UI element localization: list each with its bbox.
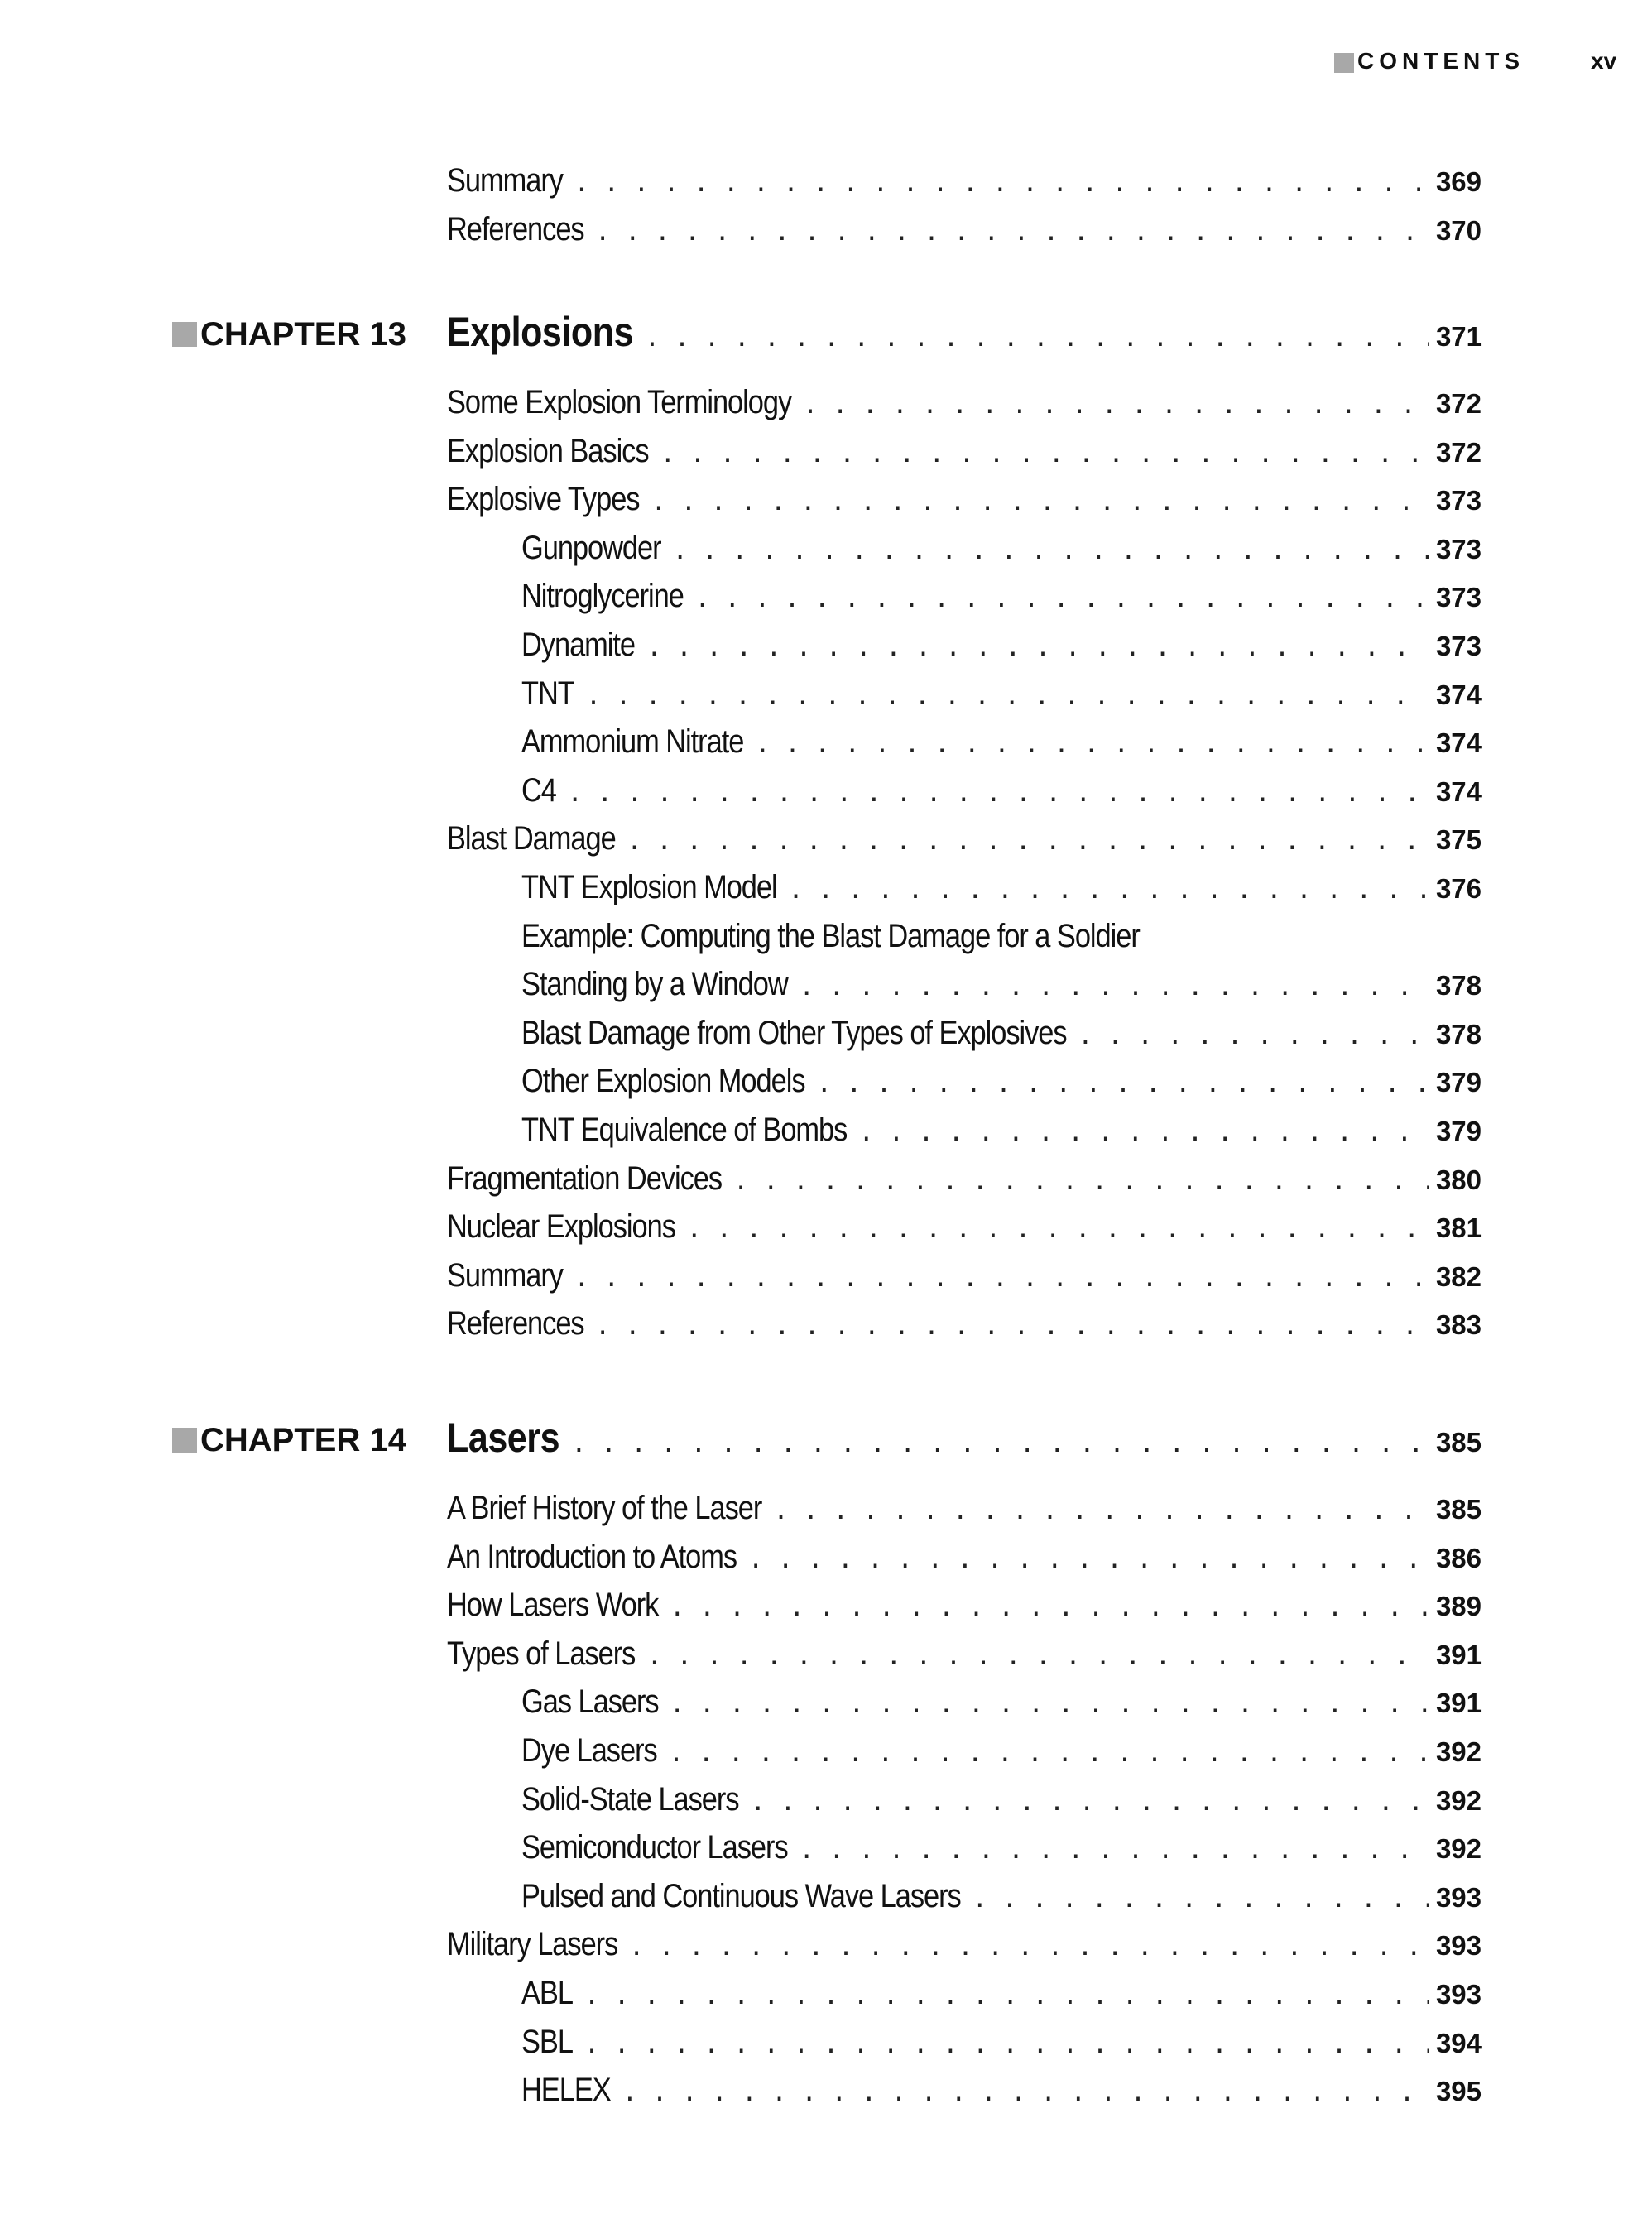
toc-entry[interactable] bbox=[447, 384, 1482, 432]
toc-entry[interactable] bbox=[521, 675, 1482, 723]
dot-leader bbox=[660, 439, 1429, 468]
toc-entry-page: 393 bbox=[1435, 1979, 1482, 2010]
toc-entry[interactable] bbox=[447, 1208, 1482, 1256]
toc-entry-page: 386 bbox=[1435, 1542, 1482, 1573]
toc-entry-page: 392 bbox=[1435, 1784, 1482, 1816]
dot-leader bbox=[586, 682, 1429, 711]
toc-entry-title: Explosive Types bbox=[447, 481, 640, 518]
dot-leader bbox=[803, 391, 1429, 420]
toc-entry-title: Nitroglycerine bbox=[521, 578, 684, 615]
toc-entry-page: 379 bbox=[1435, 1067, 1482, 1098]
toc-entry-page: 374 bbox=[1435, 776, 1482, 807]
toc-entry-title: References bbox=[447, 1305, 584, 1342]
toc-entry-page: 372 bbox=[1435, 388, 1482, 419]
dot-leader bbox=[687, 1215, 1429, 1244]
toc-entry-title: Solid-State Lasers bbox=[521, 1780, 739, 1818]
chapter-title-entry[interactable] bbox=[447, 1414, 1482, 1462]
toc-entry-page: 394 bbox=[1435, 2027, 1482, 2058]
toc-entry-page: 373 bbox=[1435, 631, 1482, 661]
toc-entry[interactable] bbox=[521, 530, 1482, 578]
toc-entry-page: 375 bbox=[1435, 824, 1482, 856]
dot-leader bbox=[1078, 1021, 1429, 1050]
dot-leader bbox=[751, 1788, 1429, 1817]
toc-entry[interactable] bbox=[521, 2024, 1482, 2072]
toc-entry[interactable] bbox=[521, 1063, 1482, 1111]
dot-leader bbox=[817, 1069, 1429, 1098]
dot-leader bbox=[571, 1429, 1429, 1458]
toc-entry-title: Types of Lasers bbox=[447, 1635, 636, 1672]
dot-leader bbox=[595, 218, 1429, 247]
dot-leader bbox=[733, 1167, 1429, 1196]
dot-leader bbox=[755, 730, 1429, 759]
toc-entry[interactable] bbox=[447, 211, 1482, 259]
toc-entry-page: 373 bbox=[1435, 485, 1482, 516]
toc-entry[interactable] bbox=[447, 1587, 1482, 1635]
toc-entry-page: 391 bbox=[1435, 1639, 1482, 1670]
toc-entry[interactable] bbox=[447, 162, 1482, 210]
chapter-number: CHAPTER 14 bbox=[200, 1422, 406, 1458]
toc-entry-page: 393 bbox=[1435, 1930, 1482, 1962]
dot-leader bbox=[595, 1312, 1429, 1341]
toc-entry[interactable] bbox=[521, 2072, 1482, 2120]
chapter-marker bbox=[172, 322, 197, 347]
toc-entry-page: 372 bbox=[1435, 436, 1482, 468]
chapter-number: CHAPTER 13 bbox=[200, 316, 406, 353]
toc-entry-title: TNT Explosion Model bbox=[521, 869, 777, 905]
toc-entry-title: Example: Computing the Blast Damage for a Soldier bbox=[521, 917, 1140, 954]
toc-entry-page: 374 bbox=[1435, 679, 1482, 710]
dot-leader bbox=[670, 1593, 1429, 1622]
toc-entry-page: 373 bbox=[1435, 533, 1482, 564]
dot-leader bbox=[773, 1496, 1429, 1525]
toc-entry-title: Standing by a Window bbox=[521, 966, 788, 1003]
toc-entry-title: Military Lasers bbox=[447, 1926, 618, 1963]
toc-entry[interactable] bbox=[521, 723, 1482, 771]
chapter-label bbox=[172, 1422, 406, 1468]
toc-entry-page: 378 bbox=[1435, 1018, 1482, 1049]
page-number: xv bbox=[1591, 48, 1617, 74]
toc-entry-title: How Lasers Work bbox=[447, 1587, 659, 1624]
toc-entry-title: Blast Damage from Other Types of Explosives bbox=[521, 1014, 1067, 1051]
toc-entry-page: 385 bbox=[1435, 1427, 1482, 1458]
toc-entry-page: 370 bbox=[1435, 214, 1482, 246]
toc-entry-page: 381 bbox=[1435, 1213, 1482, 1244]
toc-entry[interactable] bbox=[447, 1490, 1482, 1538]
dot-leader bbox=[584, 2030, 1429, 2059]
toc-entry-title: Explosion Basics bbox=[447, 432, 649, 469]
dot-leader bbox=[788, 876, 1429, 905]
chapter-title-entry[interactable] bbox=[447, 308, 1482, 356]
toc-entry-title: Nuclear Explosions bbox=[447, 1208, 675, 1246]
dot-leader bbox=[748, 1545, 1429, 1574]
toc-entry[interactable] bbox=[521, 1878, 1482, 1926]
dot-leader bbox=[645, 324, 1429, 353]
toc-entry-title: Fragmentation Devices bbox=[447, 1160, 723, 1197]
toc-entry[interactable] bbox=[447, 1926, 1482, 1974]
toc-entry[interactable] bbox=[447, 433, 1482, 481]
toc-entry[interactable] bbox=[447, 1160, 1482, 1208]
toc-entry[interactable] bbox=[521, 1975, 1482, 2023]
dot-leader bbox=[627, 827, 1429, 856]
running-head-label: CONTENTS bbox=[1357, 48, 1525, 74]
toc-entry-page: 392 bbox=[1435, 1833, 1482, 1865]
toc-entry[interactable] bbox=[521, 1683, 1482, 1731]
toc-entry-page: 373 bbox=[1435, 582, 1482, 613]
dot-leader bbox=[574, 169, 1429, 198]
chapter-title: Lasers bbox=[447, 1414, 560, 1461]
toc-entry[interactable] bbox=[521, 578, 1482, 626]
toc-entry-title: Blast Damage bbox=[447, 820, 616, 857]
toc-entry-page: 395 bbox=[1435, 2076, 1482, 2107]
dot-leader bbox=[568, 779, 1429, 808]
toc-entry[interactable] bbox=[447, 1305, 1482, 1353]
running-head-marker bbox=[1334, 53, 1354, 73]
dot-leader bbox=[673, 536, 1429, 565]
toc-entry-title: Summary bbox=[447, 1256, 563, 1294]
toc-entry-title: An Introduction to Atoms bbox=[447, 1538, 737, 1575]
toc-entry-page: 371 bbox=[1435, 321, 1482, 352]
toc-entry-title: TNT bbox=[521, 675, 574, 712]
dot-leader bbox=[800, 973, 1429, 1001]
toc-entry[interactable] bbox=[521, 966, 1482, 1014]
toc-entry-title: Pulsed and Continuous Wave Lasers bbox=[521, 1877, 961, 1914]
toc-entry[interactable] bbox=[447, 820, 1482, 868]
toc-entry[interactable] bbox=[521, 1781, 1482, 1829]
dot-leader bbox=[647, 1642, 1429, 1671]
chapter-label bbox=[172, 316, 406, 363]
toc-entry-title: References bbox=[447, 210, 584, 247]
toc-entry-title: Gas Lasers bbox=[521, 1683, 659, 1721]
toc-entry-page: 378 bbox=[1435, 970, 1482, 1001]
toc-entry-page: 382 bbox=[1435, 1261, 1482, 1292]
toc-entry-page: 385 bbox=[1435, 1494, 1482, 1525]
dot-leader bbox=[859, 1118, 1429, 1147]
toc-entry-page: 379 bbox=[1435, 1116, 1482, 1146]
toc-entry-title: C4 bbox=[521, 771, 556, 809]
toc-entry-title: ABL bbox=[521, 1975, 573, 2011]
toc-entry-page: 391 bbox=[1435, 1688, 1482, 1719]
toc-entry-title: Summary bbox=[447, 162, 563, 199]
toc-entry-title: Dye Lasers bbox=[521, 1732, 657, 1769]
toc-entry-title: HELEX bbox=[521, 2072, 611, 2109]
chapter-title: Explosions bbox=[447, 309, 634, 355]
dot-leader bbox=[622, 2078, 1429, 2107]
toc-entry-page: 380 bbox=[1435, 1164, 1482, 1195]
toc-entry-page: 369 bbox=[1435, 166, 1482, 197]
toc-entry-title: SBL bbox=[521, 2023, 573, 2060]
dot-leader bbox=[651, 487, 1429, 516]
toc-entry[interactable] bbox=[521, 918, 1482, 966]
toc-entry[interactable] bbox=[447, 1257, 1482, 1305]
dot-leader bbox=[574, 1264, 1429, 1293]
toc-entry[interactable] bbox=[447, 1635, 1482, 1683]
dot-leader bbox=[584, 1981, 1429, 2010]
toc-entry[interactable] bbox=[521, 869, 1482, 917]
toc-entry-title: Ammonium Nitrate bbox=[521, 723, 744, 761]
toc-entry[interactable] bbox=[521, 627, 1482, 675]
toc-entry-page: 392 bbox=[1435, 1736, 1482, 1767]
toc-entry[interactable] bbox=[521, 1112, 1482, 1160]
toc-entry[interactable] bbox=[447, 481, 1482, 529]
toc-entry[interactable] bbox=[521, 772, 1482, 820]
dot-leader bbox=[800, 1836, 1429, 1865]
toc-entry-title: Gunpowder bbox=[521, 529, 661, 566]
toc-entry-page: 393 bbox=[1435, 1881, 1482, 1913]
dot-leader bbox=[670, 1690, 1429, 1719]
toc-entry[interactable] bbox=[447, 1539, 1482, 1587]
toc-entry-title: Dynamite bbox=[521, 627, 636, 663]
chapter-marker bbox=[172, 1428, 197, 1453]
dot-leader bbox=[646, 633, 1429, 662]
toc-entry-title: Some Explosion Terminology bbox=[447, 384, 792, 420]
toc-entry[interactable] bbox=[521, 1015, 1482, 1063]
toc-entry-title: Other Explosion Models bbox=[521, 1063, 805, 1100]
dot-leader bbox=[669, 1739, 1429, 1768]
dot-leader bbox=[629, 1933, 1429, 1962]
toc-entry-page: 376 bbox=[1435, 873, 1482, 904]
toc-entry-page: 389 bbox=[1435, 1591, 1482, 1622]
toc-entry-title: A Brief History of the Laser bbox=[447, 1490, 762, 1526]
dot-leader bbox=[972, 1885, 1429, 1914]
toc-entry[interactable] bbox=[521, 1829, 1482, 1877]
toc-entry-page: 383 bbox=[1435, 1309, 1482, 1341]
dot-leader bbox=[695, 584, 1429, 613]
toc-entry[interactable] bbox=[521, 1732, 1482, 1780]
toc-entry-page: 374 bbox=[1435, 728, 1482, 759]
toc-entry-title: Semiconductor Lasers bbox=[521, 1829, 788, 1866]
toc-entry-title: TNT Equivalence of Bombs bbox=[521, 1112, 848, 1148]
